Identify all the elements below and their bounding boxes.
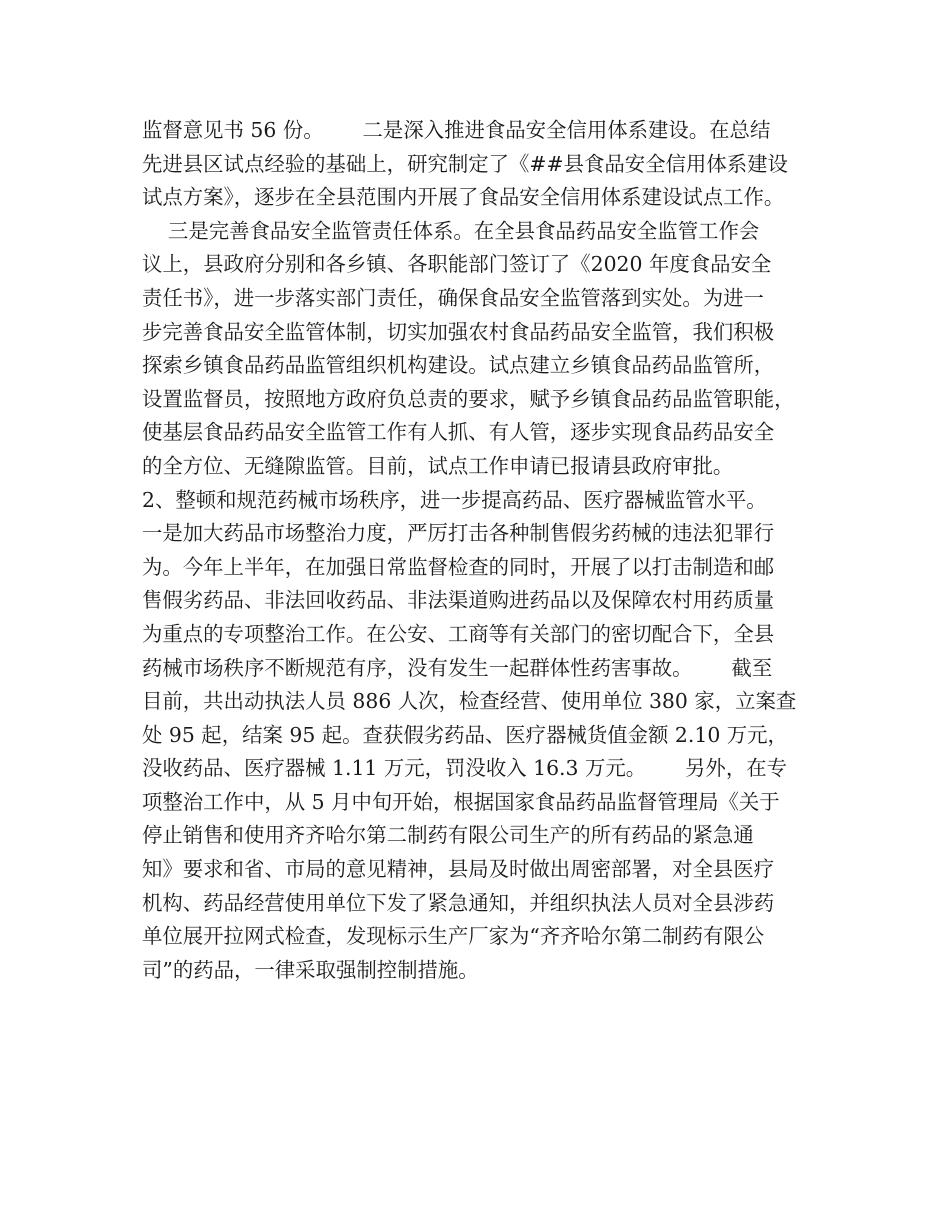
- text-line: 监督意见书 56 份。 二是深入推进食品安全信用体系建设。在总结: [142, 118, 771, 142]
- text-line: 探索乡镇食品药品监管组织机构建设。试点建立乡镇食品药品监管所，: [142, 353, 775, 378]
- document-body: [142, 114, 832, 987]
- text-line: 试点方案》，逐步在全县范围内开展了食品安全信用体系建设试点工作。: [142, 185, 785, 210]
- text-line: 为重点的专项整治工作。在公安、工商等有关部门的密切配合下，全县: [142, 621, 775, 646]
- text-line: 知》要求和省、市局的意见精神，县局及时做出周密部署，对全县医疗: [142, 857, 775, 882]
- text-line: 机构、药品经营使用单位下发了紧急通知，并组织执法人员对全县涉药: [142, 890, 775, 915]
- text-line: 的全方位、无缝隙监管。目前，试点工作申请已报请县政府审批。: [142, 453, 734, 478]
- text-line: 设置监督员，按照地方政府负总责的要求，赋予乡镇食品药品监管职能，: [142, 386, 795, 411]
- text-line: 使基层食品药品安全监管工作有人抓、有人管，逐步实现食品药品安全: [142, 420, 775, 445]
- text-line: 单位展开拉网式检查，发现标示生产厂家为“齐齐哈尔第二制药有限公: [142, 924, 765, 949]
- text-line: 责任书》，进一步落实部门责任，确保食品安全监管落到实处。为进一: [142, 285, 764, 310]
- text-line: 药械市场秩序不断规范有序，没有发生一起群体性药害事故。 截至: [142, 655, 773, 680]
- text-line: 司”的药品，一律采取强制控制措施。: [142, 957, 479, 982]
- text-line: 议上，县政府分别和各乡镇、各职能部门签订了《2020 年度食品安全: [142, 252, 772, 277]
- text-line: 2、整顿和规范药械市场秩序，进一步提高药品、医疗器械监管水平。: [142, 487, 767, 512]
- text-line: 先进县区试点经验的基础上，研究制定了《##县食品安全信用体系建设: [142, 151, 788, 176]
- text-line: 为。今年上半年，在加强日常监督检查的同时，开展了以打击制造和邮: [142, 554, 775, 579]
- text-line: 售假劣药品、非法回收药品、非法渠道购进药品以及保障农村用药质量: [142, 588, 775, 613]
- text-line: 处 95 起，结案 95 起。查获假劣药品、医疗器械货值金额 2.10 万元，: [142, 722, 788, 747]
- text-line: 步完善食品安全监管体制，切实加强农村食品药品安全监管，我们积极: [142, 319, 775, 344]
- text-line: 目前，共出动执法人员 886 人次，检查经营、使用单位 380 家，立案查: [142, 689, 797, 714]
- text-line: 一是加大药品市场整治力度，严厉打击各种制售假劣药械的违法犯罪行: [142, 521, 775, 546]
- text-line: 项整治工作中，从 5 月中旬开始，根据国家食品药品监督管理局《关于: [142, 789, 780, 814]
- text-line: 三是完善食品安全监管责任体系。在全县食品药品安全监管工作会: [142, 218, 760, 243]
- text-line: 停止销售和使用齐齐哈尔第二制药有限公司生产的所有药品的紧急通: [142, 823, 754, 848]
- text-line: 没收药品、医疗器械 1.11 万元，罚没收入 16.3 万元。 另外，在专: [142, 756, 787, 781]
